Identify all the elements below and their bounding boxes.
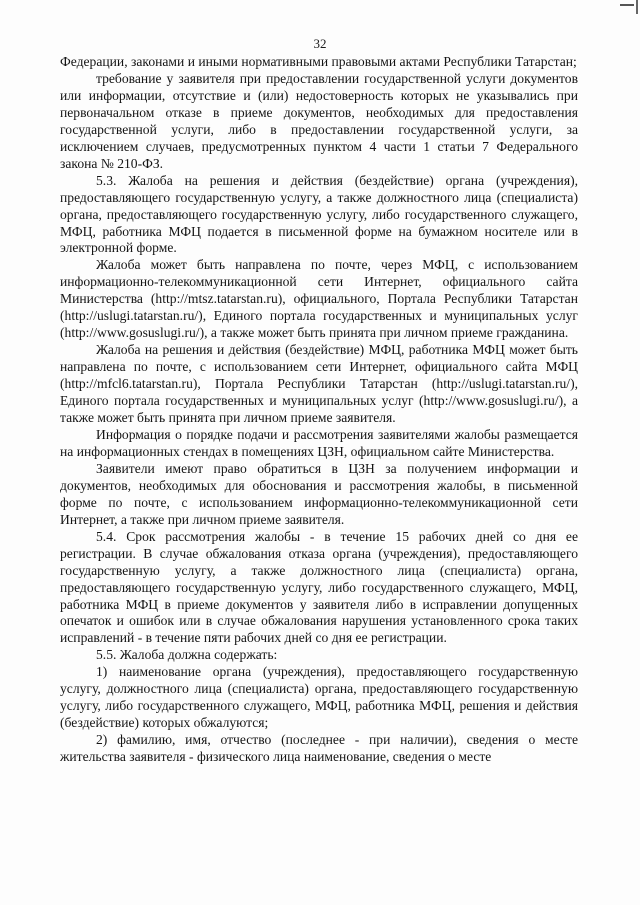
document-body bbox=[60, 54, 578, 766]
paragraph-section-5-3: 5.3. Жалоба на решения и действия (бездействие) органа (учреждения), предоставляющего государственную услугу, а также должностного лица (специалиста) органа, предоставляющего государственную услугу, либо государственного служащего, МФЦ, работника МФЦ подается в письменной форме на бумажном носителе или в электронной форме. bbox=[60, 172, 578, 256]
scan-mark bbox=[620, 4, 634, 6]
list-item: 1) наименование органа (учреждения), предоставляющего государственную услугу, должностного лица (специалиста) органа, предоставляющего государственную услугу, либо государственного служащего, МФЦ, работника МФЦ, решения и действия (бездействие) которых обжалуются; bbox=[60, 664, 578, 731]
paragraph: Информация о порядке подачи и рассмотрения заявителями жалобы размещается на информационных стендах в помещениях ЦЗН, официальном сайте Министерства. bbox=[60, 426, 578, 459]
paragraph: Заявители имеют право обратиться в ЦЗН за получением информации и документов, необходимых для обоснования и рассмотрения жалобы, в письменной форме по почте, с использованием информационно-телекоммуникационной сети Интернет, а также при личном приеме заявителя. bbox=[60, 460, 578, 527]
paragraph-section-5-4: 5.4. Срок рассмотрения жалобы - в течение 15 рабочих дней со дня ее регистрации. В случае обжалования отказа органа (учреждения), предоставляющего государственную услугу, а также должностного лица (специалиста) органа, предоставляющего государственную услугу, либо государственного служащего, МФЦ, работника МФЦ в приеме документов у заявителя либо в исправлении допущенных опечаток и ошибок или в случае обжалования нарушения установленного срока таких исправлений - в течение пяти рабочих дней со дня ее регистрации. bbox=[60, 528, 578, 646]
scan-mark bbox=[636, 0, 638, 14]
paragraph: требование у заявителя при предоставлении государственной услуги документов или информации, отсутствие и (или) недостоверность которых не указывались при первоначальном отказе в приеме документов, необходимых для предоставления государственной услуги, либо в предоставлении государственной услуги, за исключением случаев, предусмотренных пунктом 4 части 1 статьи 7 Федерального закона № 210-ФЗ. bbox=[60, 70, 578, 171]
page-number: 32 bbox=[313, 36, 327, 51]
paragraph: Федерации, законами и иными нормативными правовыми актами Республики Татарстан; bbox=[60, 54, 577, 69]
paragraph: Жалоба может быть направлена по почте, через МФЦ, с использованием информационно-телекоммуникационной сети Интернет, официального сайта Министерства (http://mtsz.tatarstan.ru), официального, Портала Республики Татарстан (http://uslugi.tatarstan.ru/), Единого портала государственных и муниципальных услуг (http://www.gosuslugi.ru/), а также может быть принята при личном приеме гражданина. bbox=[60, 257, 578, 341]
list-item: 2) фамилию, имя, отчество (последнее - при наличии), сведения о месте жительства заявителя - физического лица наименование, сведения о месте bbox=[60, 732, 578, 765]
paragraph-section-5-5: 5.5. Жалоба должна содержать: bbox=[96, 647, 278, 663]
paragraph: Жалоба на решения и действия (бездействие) МФЦ, работника МФЦ может быть направлена по почте, с использованием сети Интернет, официального сайта МФЦ (http://mfcl6.tatarstan.ru), Портала Республики Татарстан (http://uslugi.tatarstan.ru/), Единого портала государственных и муниципальных услуг (http://www.gosuslugi.ru/), а также может быть принята при личном приеме заявителя. bbox=[60, 342, 578, 426]
